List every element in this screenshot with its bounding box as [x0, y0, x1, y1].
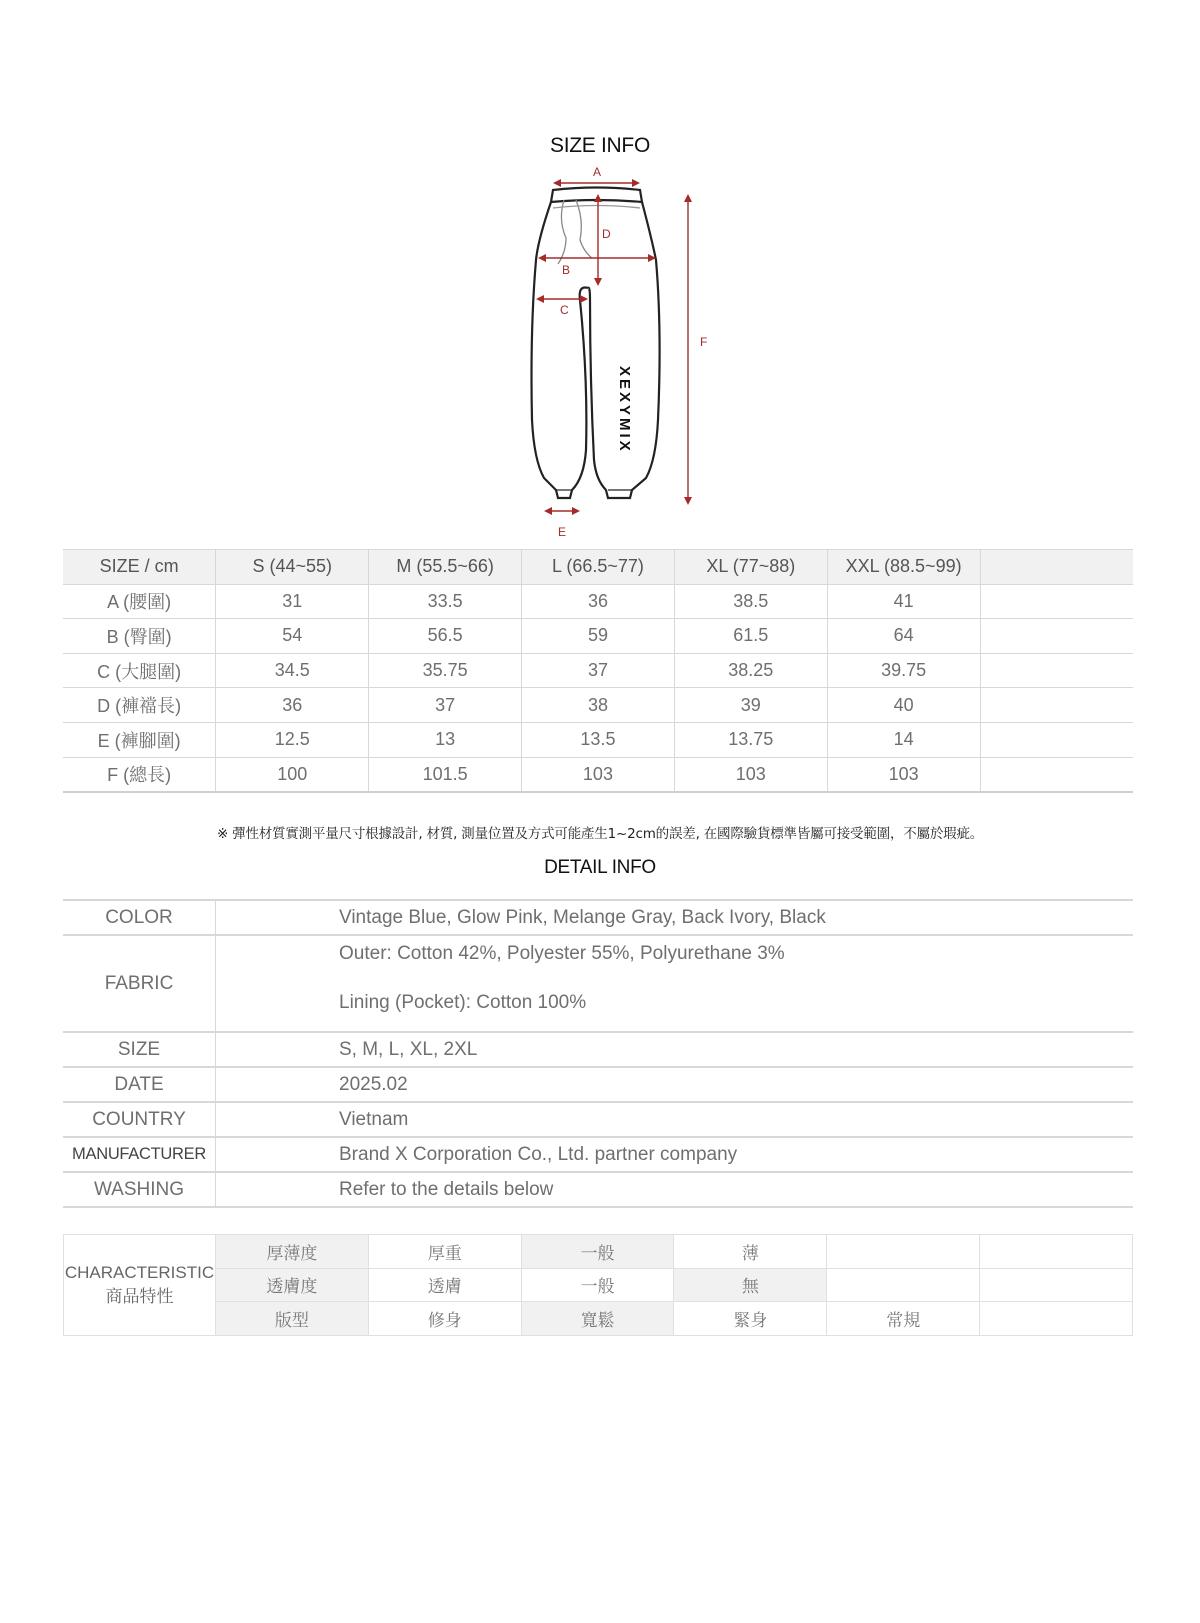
table-cell: 56.5	[369, 619, 522, 654]
pants-measurement-diagram	[500, 160, 720, 550]
table-cell: 100	[216, 757, 369, 792]
characteristics-title-zh: 商品特性	[105, 1286, 174, 1306]
table-cell: 31	[216, 584, 369, 619]
table-row	[63, 584, 1133, 619]
table-cell: 103	[522, 757, 675, 792]
table-cell: 103	[674, 757, 827, 792]
detail-value: Vietnam	[216, 1102, 1134, 1137]
table-row	[63, 653, 1133, 688]
char-option	[980, 1235, 1133, 1269]
table-cell	[980, 584, 1133, 619]
char-option-selected: 一般	[521, 1235, 674, 1269]
table-cell: 64	[827, 619, 980, 654]
char-option	[827, 1268, 980, 1302]
table-cell: 13.75	[674, 722, 827, 757]
char-option: 修身	[368, 1302, 521, 1336]
characteristics-table	[63, 1234, 1133, 1336]
detail-value	[216, 935, 1134, 1032]
table-row	[63, 688, 1133, 723]
size-table-header	[63, 550, 1133, 585]
detail-label: WASHING	[63, 1172, 216, 1207]
detail-value: Refer to the details below	[216, 1172, 1134, 1207]
char-option: 常規	[827, 1302, 980, 1336]
detail-row-washing	[63, 1172, 1133, 1207]
detail-value: S, M, L, XL, 2XL	[216, 1032, 1134, 1067]
table-cell: 36	[216, 688, 369, 723]
char-row-thickness	[64, 1235, 1133, 1269]
table-cell: 34.5	[216, 653, 369, 688]
table-cell: 38.25	[674, 653, 827, 688]
table-cell: 38	[522, 688, 675, 723]
char-option	[827, 1235, 980, 1269]
detail-label: SIZE	[63, 1032, 216, 1067]
label-d: D	[602, 227, 611, 241]
detail-table	[63, 899, 1133, 1208]
label-a: A	[593, 165, 602, 179]
table-cell: 39	[674, 688, 827, 723]
char-row-fit	[64, 1302, 1133, 1336]
char-label: 厚薄度	[216, 1235, 369, 1269]
size-info-title: SIZE INFO	[550, 134, 650, 157]
detail-row-date	[63, 1067, 1133, 1102]
row-label: E (褲腳圍)	[63, 722, 216, 757]
table-cell: 13	[369, 722, 522, 757]
table-cell: 37	[522, 653, 675, 688]
table-cell: 36	[522, 584, 675, 619]
table-row	[63, 722, 1133, 757]
detail-label: COLOR	[63, 900, 216, 935]
table-cell: 103	[827, 757, 980, 792]
header-cell: XXL (88.5~99)	[827, 550, 980, 585]
table-cell: 33.5	[369, 584, 522, 619]
table-cell: 12.5	[216, 722, 369, 757]
table-row	[63, 757, 1133, 792]
char-label: 透膚度	[216, 1268, 369, 1302]
drawstring	[553, 200, 640, 264]
detail-label: DATE	[63, 1067, 216, 1102]
row-label: C (大腿圍)	[63, 653, 216, 688]
detail-row-country	[63, 1102, 1133, 1137]
char-option: 厚重	[368, 1235, 521, 1269]
char-option	[980, 1302, 1133, 1336]
pants-outline	[532, 188, 660, 499]
table-cell: 38.5	[674, 584, 827, 619]
header-cell: XL (77~88)	[674, 550, 827, 585]
char-option-selected: 無	[674, 1268, 827, 1302]
table-cell: 39.75	[827, 653, 980, 688]
table-cell: 40	[827, 688, 980, 723]
row-label: D (褲襠長)	[63, 688, 216, 723]
header-cell	[980, 550, 1133, 585]
header-cell: M (55.5~66)	[369, 550, 522, 585]
table-cell: 35.75	[369, 653, 522, 688]
detail-row-fabric	[63, 935, 1133, 1032]
table-cell	[980, 688, 1133, 723]
fabric-outer: Outer: Cotton 42%, Polyester 55%, Polyurethane 3%	[339, 943, 785, 964]
table-cell: 14	[827, 722, 980, 757]
label-c: C	[560, 303, 569, 317]
brand-logo-text: XEXYMIX	[616, 366, 633, 454]
char-option	[980, 1268, 1133, 1302]
table-cell	[980, 619, 1133, 654]
detail-value: Vintage Blue, Glow Pink, Melange Gray, Back Ivory, Black	[216, 900, 1134, 935]
detail-info-title: DETAIL INFO	[544, 857, 656, 878]
header-cell: SIZE / cm	[63, 550, 216, 585]
measurement-footnote: ※ 彈性材質實測平量尺寸根據設計, 材質, 測量位置及方式可能產生1~2cm的誤差, 在國際驗貨標準皆屬可接受範圍，不屬於瑕疵。	[216, 826, 984, 842]
table-row	[63, 619, 1133, 654]
detail-value: Brand X Corporation Co., Ltd. partner company	[216, 1137, 1134, 1172]
table-cell: 13.5	[522, 722, 675, 757]
char-option-selected: 寬鬆	[521, 1302, 674, 1336]
char-option: 一般	[521, 1268, 674, 1302]
characteristics-title-en: CHARACTERISTIC	[64, 1262, 215, 1282]
detail-row-color	[63, 900, 1133, 935]
table-cell	[980, 653, 1133, 688]
row-label: B (臀圍)	[63, 619, 216, 654]
table-cell: 59	[522, 619, 675, 654]
char-label: 版型	[216, 1302, 369, 1336]
characteristics-title	[64, 1235, 216, 1336]
detail-label: COUNTRY	[63, 1102, 216, 1137]
detail-row-manufacturer	[63, 1137, 1133, 1172]
char-option: 透膚	[368, 1268, 521, 1302]
header-cell: L (66.5~77)	[522, 550, 675, 585]
header-cell: S (44~55)	[216, 550, 369, 585]
detail-label: MANUFACTURER	[63, 1137, 216, 1172]
label-e: E	[558, 525, 567, 539]
char-option: 緊身	[674, 1302, 827, 1336]
row-label: F (總長)	[63, 757, 216, 792]
table-cell	[980, 757, 1133, 792]
row-label: A (腰圍)	[63, 584, 216, 619]
table-cell	[980, 722, 1133, 757]
table-cell: 101.5	[369, 757, 522, 792]
detail-row-size	[63, 1032, 1133, 1067]
table-cell: 54	[216, 619, 369, 654]
char-option: 薄	[674, 1235, 827, 1269]
char-row-sheerness	[64, 1268, 1133, 1302]
size-table	[63, 549, 1133, 793]
fabric-lining: Lining (Pocket): Cotton 100%	[339, 992, 587, 1013]
table-cell: 41	[827, 584, 980, 619]
label-b: B	[562, 263, 571, 277]
label-f: F	[700, 335, 708, 349]
detail-value: 2025.02	[216, 1067, 1134, 1102]
table-cell: 61.5	[674, 619, 827, 654]
detail-label: FABRIC	[63, 935, 216, 1032]
table-cell: 37	[369, 688, 522, 723]
